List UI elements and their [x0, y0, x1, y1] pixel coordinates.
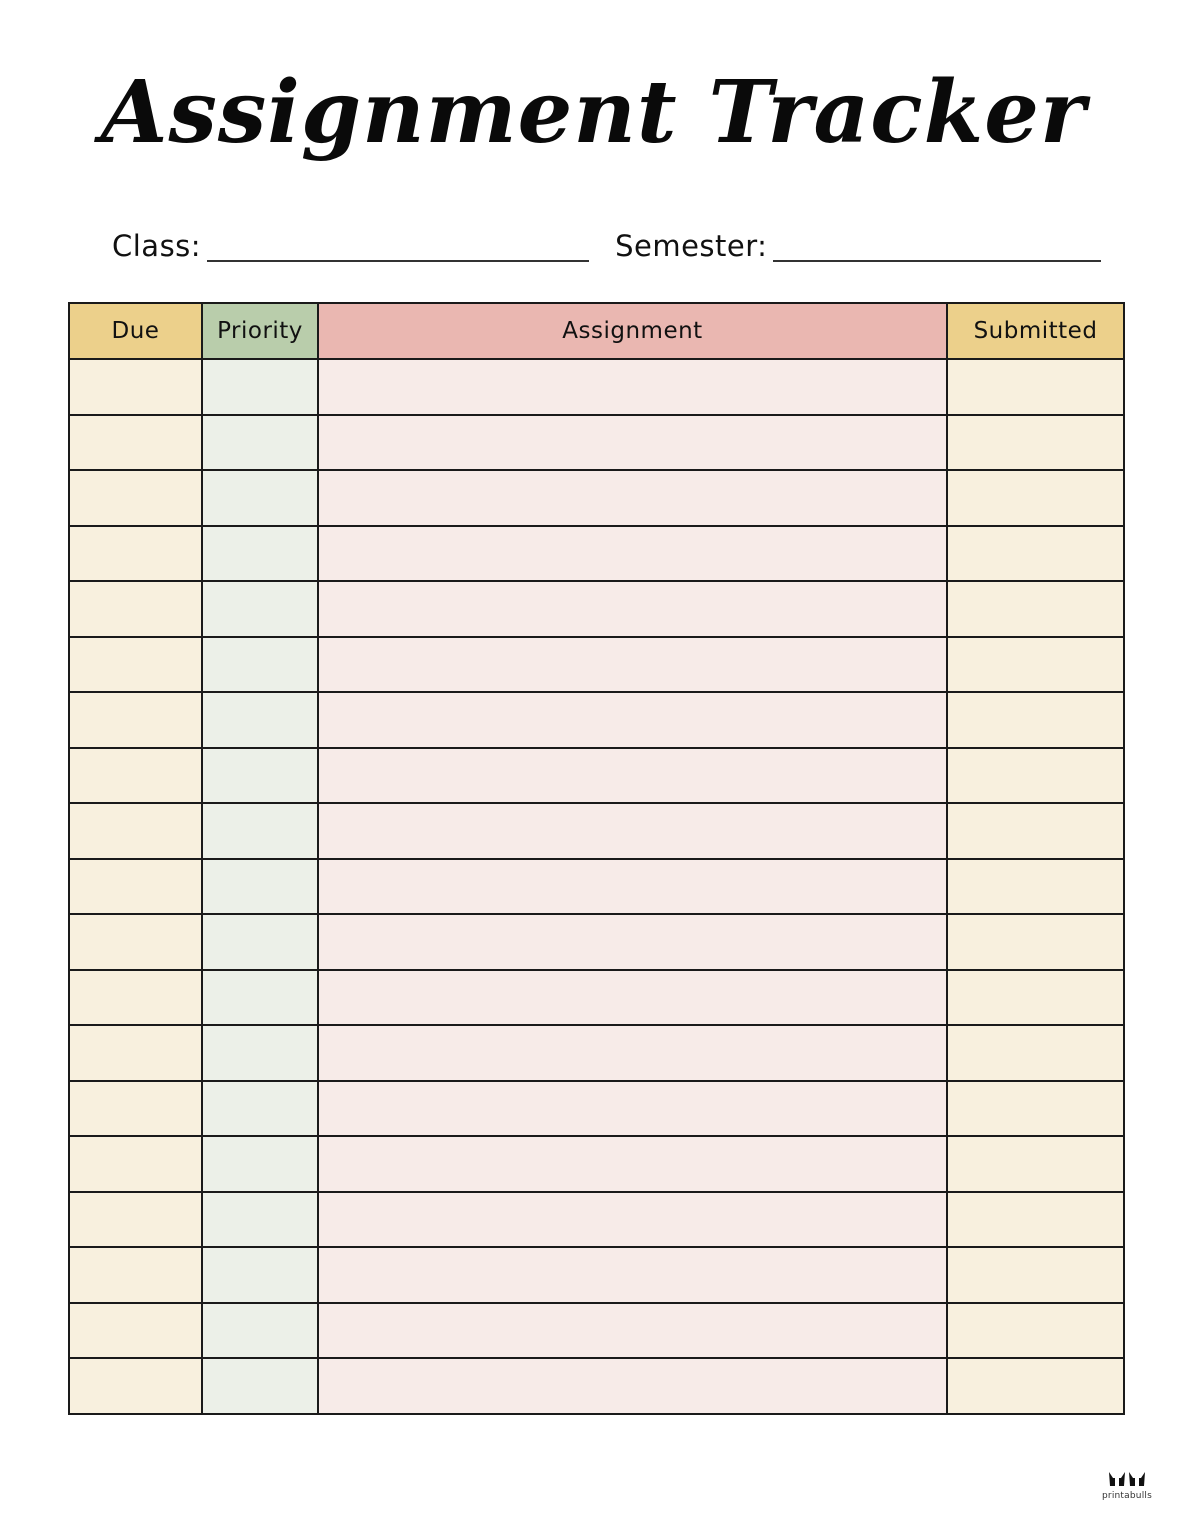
column-header-assignment: Assignment	[318, 303, 947, 359]
cell-assignment[interactable]	[318, 1358, 947, 1414]
cell-submitted[interactable]	[947, 581, 1124, 637]
table-row	[69, 1081, 1124, 1137]
cell-assignment[interactable]	[318, 415, 947, 471]
cell-submitted[interactable]	[947, 748, 1124, 804]
table-row	[69, 1358, 1124, 1414]
cell-submitted[interactable]	[947, 1081, 1124, 1137]
cell-priority[interactable]	[202, 692, 318, 748]
table-row	[69, 1025, 1124, 1081]
cell-submitted[interactable]	[947, 1025, 1124, 1081]
cell-due[interactable]	[69, 914, 202, 970]
cell-due[interactable]	[69, 637, 202, 693]
logo-text: printabulls	[1102, 1491, 1152, 1501]
cell-priority[interactable]	[202, 1081, 318, 1137]
cell-due[interactable]	[69, 859, 202, 915]
cell-assignment[interactable]	[318, 581, 947, 637]
cell-assignment[interactable]	[318, 359, 947, 415]
cell-assignment[interactable]	[318, 748, 947, 804]
cell-due[interactable]	[69, 359, 202, 415]
page-title: Assignment Tracker	[100, 62, 1087, 163]
cell-priority[interactable]	[202, 1303, 318, 1359]
cell-due[interactable]	[69, 1136, 202, 1192]
cell-due[interactable]	[69, 1247, 202, 1303]
cell-due[interactable]	[69, 415, 202, 471]
cell-assignment[interactable]	[318, 970, 947, 1026]
cell-priority[interactable]	[202, 581, 318, 637]
cell-submitted[interactable]	[947, 1136, 1124, 1192]
cell-priority[interactable]	[202, 1136, 318, 1192]
cell-priority[interactable]	[202, 970, 318, 1026]
table-row	[69, 692, 1124, 748]
table-row	[69, 415, 1124, 471]
table-row	[69, 526, 1124, 582]
cell-submitted[interactable]	[947, 415, 1124, 471]
cell-due[interactable]	[69, 1081, 202, 1137]
cell-submitted[interactable]	[947, 526, 1124, 582]
cell-priority[interactable]	[202, 1192, 318, 1248]
table-row	[69, 1303, 1124, 1359]
cell-priority[interactable]	[202, 1358, 318, 1414]
cell-due[interactable]	[69, 1303, 202, 1359]
cell-due[interactable]	[69, 970, 202, 1026]
bulldogs-icon	[1097, 1470, 1157, 1491]
cell-due[interactable]	[69, 526, 202, 582]
cell-assignment[interactable]	[318, 1025, 947, 1081]
table-row	[69, 859, 1124, 915]
cell-assignment[interactable]	[318, 692, 947, 748]
cell-priority[interactable]	[202, 415, 318, 471]
cell-submitted[interactable]	[947, 470, 1124, 526]
table-row	[69, 581, 1124, 637]
cell-submitted[interactable]	[947, 914, 1124, 970]
table-row	[69, 970, 1124, 1026]
semester-label: Semester:	[615, 229, 768, 263]
cell-submitted[interactable]	[947, 692, 1124, 748]
cell-due[interactable]	[69, 803, 202, 859]
class-field	[112, 222, 1101, 262]
cell-assignment[interactable]	[318, 914, 947, 970]
cell-submitted[interactable]	[947, 1358, 1124, 1414]
cell-priority[interactable]	[202, 526, 318, 582]
cell-priority[interactable]	[202, 359, 318, 415]
table-header-row	[69, 303, 1124, 359]
cell-priority[interactable]	[202, 470, 318, 526]
cell-assignment[interactable]	[318, 1192, 947, 1248]
cell-due[interactable]	[69, 692, 202, 748]
cell-assignment[interactable]	[318, 1081, 947, 1137]
cell-submitted[interactable]	[947, 359, 1124, 415]
cell-assignment[interactable]	[318, 1303, 947, 1359]
cell-due[interactable]	[69, 748, 202, 804]
cell-submitted[interactable]	[947, 970, 1124, 1026]
table-row	[69, 1192, 1124, 1248]
table-row	[69, 1247, 1124, 1303]
cell-priority[interactable]	[202, 1025, 318, 1081]
cell-priority[interactable]	[202, 748, 318, 804]
cell-submitted[interactable]	[947, 1303, 1124, 1359]
table-row	[69, 914, 1124, 970]
cell-due[interactable]	[69, 1358, 202, 1414]
cell-submitted[interactable]	[947, 637, 1124, 693]
table-row	[69, 748, 1124, 804]
cell-due[interactable]	[69, 1192, 202, 1248]
table-row	[69, 637, 1124, 693]
class-input-line[interactable]	[207, 230, 589, 262]
cell-submitted[interactable]	[947, 1192, 1124, 1248]
cell-assignment[interactable]	[318, 470, 947, 526]
column-header-priority: Priority	[202, 303, 318, 359]
semester-input-line[interactable]	[773, 230, 1101, 262]
cell-submitted[interactable]	[947, 859, 1124, 915]
printabulls-logo	[1097, 1470, 1157, 1501]
cell-submitted[interactable]	[947, 803, 1124, 859]
cell-priority[interactable]	[202, 914, 318, 970]
cell-assignment[interactable]	[318, 526, 947, 582]
table-row	[69, 803, 1124, 859]
cell-due[interactable]	[69, 470, 202, 526]
column-header-due: Due	[69, 303, 202, 359]
assignment-table	[68, 302, 1125, 1415]
cell-due[interactable]	[69, 1025, 202, 1081]
cell-assignment[interactable]	[318, 1247, 947, 1303]
table-row	[69, 359, 1124, 415]
table-row	[69, 1136, 1124, 1192]
cell-assignment[interactable]	[318, 637, 947, 693]
table-body	[69, 359, 1124, 1414]
cell-priority[interactable]	[202, 1247, 318, 1303]
cell-due[interactable]	[69, 581, 202, 637]
column-header-submitted: Submitted	[947, 303, 1124, 359]
cell-priority[interactable]	[202, 637, 318, 693]
cell-submitted[interactable]	[947, 1247, 1124, 1303]
class-label: Class:	[112, 229, 202, 263]
cell-assignment[interactable]	[318, 1136, 947, 1192]
cell-assignment[interactable]	[318, 859, 947, 915]
table-row	[69, 470, 1124, 526]
cell-assignment[interactable]	[318, 803, 947, 859]
cell-priority[interactable]	[202, 803, 318, 859]
cell-priority[interactable]	[202, 859, 318, 915]
